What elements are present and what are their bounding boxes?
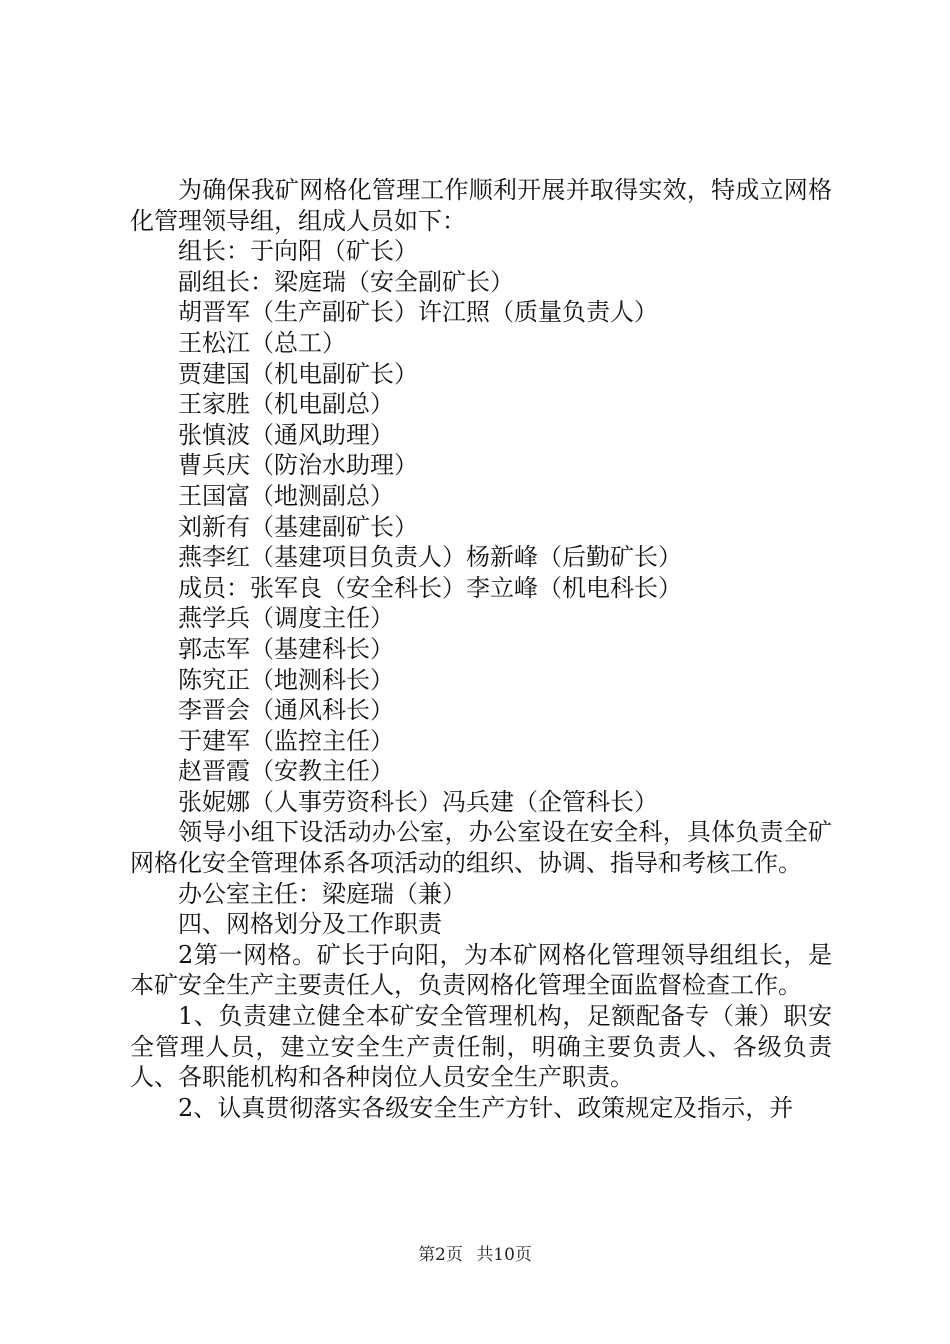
paragraph: 2、认真贯彻落实各级安全生产方针、政策规定及指示，并: [178, 1093, 794, 1122]
paragraph: 办公室主任：梁庭瑞（兼）: [178, 879, 466, 908]
paragraph: 贾建国（机电副矿长）: [178, 359, 418, 388]
paragraph: 郭志军（基建科长）: [178, 634, 394, 663]
paragraph: 陈究正（地测科长）: [178, 665, 394, 694]
page-footer: [0, 1244, 950, 1266]
page-total: 共10页: [476, 1245, 532, 1265]
paragraph: 成员：张军良（安全科长）李立峰（机电科长）: [178, 573, 682, 602]
paragraph: 四、网格划分及工作职责: [178, 910, 442, 939]
paragraph: 王松江（总工）: [178, 328, 346, 357]
paragraph: 刘新有（基建副矿长）: [178, 512, 418, 541]
page-number: 第2页: [418, 1245, 463, 1265]
paragraph: 燕李红（基建项目负责人）杨新峰（后勤矿长）: [178, 543, 682, 572]
paragraph: 王国富（地测副总）: [178, 481, 394, 510]
paragraph: 组长：于向阳（矿长）: [178, 237, 418, 266]
paragraph: 副组长：梁庭瑞（安全副矿长）: [178, 267, 514, 296]
paragraph: 胡晋军（生产副矿长）许江照（质量负责人）: [178, 298, 658, 327]
paragraph: 曹兵庆（防治水助理）: [178, 451, 418, 480]
paragraph: 李晋会（通风科长）: [178, 696, 394, 725]
paragraph: 王家胜（机电副总）: [178, 390, 394, 419]
paragraph: 2第一网格。矿长于向阳，为本矿网格化管理领导组组长，是本矿安全生产主要责任人，负责网格化管理全面监督检查工作。: [130, 940, 832, 1000]
paragraph: 1、负责建立健全本矿安全管理机构，足额配备专（兼）职安全管理人员，建立安全生产责任制，明确主要负责人、各级负责人、各职能机构和各种岗位人员安全生产职责。: [130, 1002, 832, 1092]
paragraph: 张妮娜（人事劳资科长）冯兵建（企管科长）: [178, 787, 658, 816]
paragraph: 燕学兵（调度主任）: [178, 604, 394, 633]
paragraph: 赵晋霞（安教主任）: [178, 757, 394, 786]
paragraph: 张慎波（通风助理）: [178, 420, 394, 449]
paragraph: 为确保我矿网格化管理工作顺利开展并取得实效，特成立网格化管理领导组，组成人员如下：: [130, 176, 832, 235]
document-body: [130, 175, 832, 1123]
paragraph: 领导小组下设活动办公室，办公室设在安全科，具体负责全矿网格化安全管理体系各项活动的组织、协调、指导和考核工作。: [130, 818, 832, 878]
paragraph: 于建军（监控主任）: [178, 726, 394, 755]
